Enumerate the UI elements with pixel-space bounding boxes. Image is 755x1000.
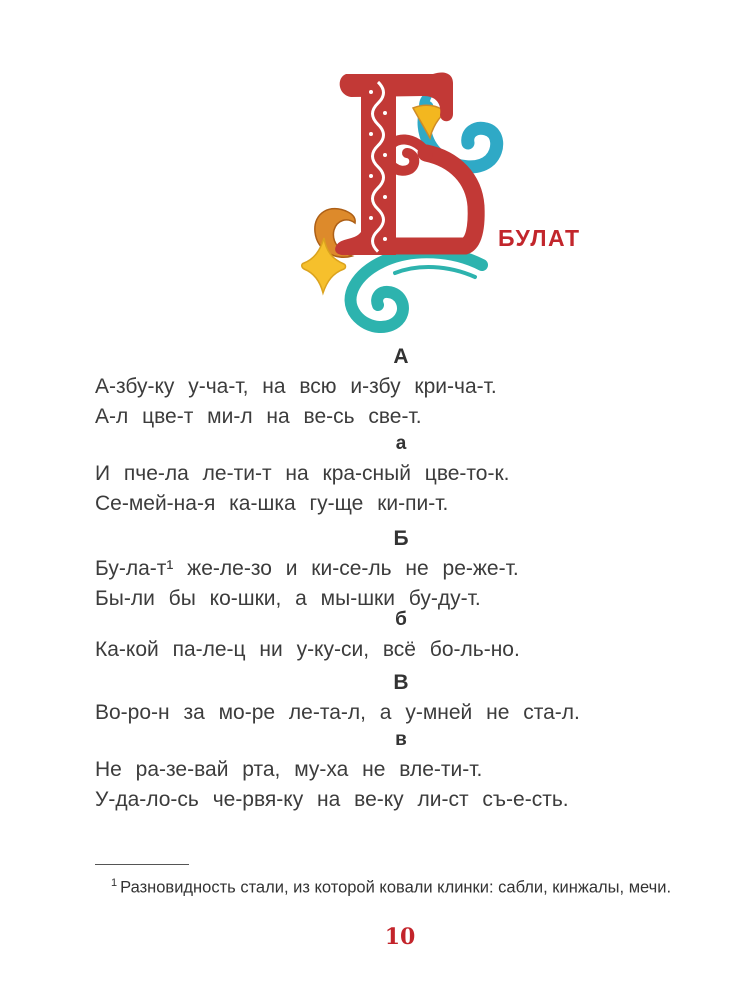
section-heading: Б <box>393 527 409 550</box>
footnote-body: Разновидность стали, из которой ковали клинки: сабли, кинжалы, мечи. <box>120 878 672 897</box>
footnote <box>95 864 707 898</box>
proverb-line: У-да-ло-сь че-рвя-ку на ве-ку ли-ст съ-е-сть. <box>95 788 569 811</box>
proverbs-column <box>95 345 707 815</box>
letter-b-shape <box>335 72 476 255</box>
proverb-line: Бы-ли бы ко-шки, а мы-шки бу-ду-т. <box>95 587 481 610</box>
proverb-line: Не ра-зе-вай рта, му-ха не вле-ти-т. <box>95 758 483 781</box>
decorative-initial-block <box>0 0 755 340</box>
section-heading: в <box>395 729 407 750</box>
section-heading: В <box>393 671 409 694</box>
proverb-line: Бу-ла-т¹ же-ле-зо и ки-се-ль не ре-же-т. <box>95 557 519 580</box>
proverb-line: А-л цве-т ми-л на ве-сь све-т. <box>95 405 422 428</box>
footnote-text <box>95 873 707 898</box>
proverb-line: Во-ро-н за мо-ре ле-та-л, а у-мней не ста-л. <box>95 701 580 724</box>
section-heading: б <box>395 609 407 630</box>
section-heading: А <box>393 345 409 368</box>
section-heading: а <box>395 433 407 454</box>
page-number: 10 <box>384 924 416 950</box>
proverb-section-upper-b <box>95 527 707 614</box>
proverb-section-upper-v <box>95 671 707 728</box>
chapter-title: БУЛАТ <box>498 225 581 251</box>
proverb-section-lower-a <box>95 434 707 519</box>
footnote-rule <box>95 864 189 865</box>
teal-swirl-bottom <box>351 252 482 327</box>
proverb-line: Ка-кой па-ле-ц ни у-ку-си, всё бо-ль-но. <box>95 638 520 661</box>
initial-letter-illustration <box>285 62 515 342</box>
proverb-section-upper-a <box>95 345 707 432</box>
proverb-line: А-збу-ку у-ча-т, на всю и-збу кри-ча-т. <box>95 375 497 398</box>
footnote-marker: 1 <box>111 877 118 889</box>
proverb-section-lower-v <box>95 730 707 815</box>
proverb-line: Се-мей-на-я ка-шка гу-ще ки-пи-т. <box>95 492 449 515</box>
proverb-section-lower-b <box>95 610 707 665</box>
proverb-line: И пче-ла ле-ти-т на кра-сный цве-то-к. <box>95 462 510 485</box>
